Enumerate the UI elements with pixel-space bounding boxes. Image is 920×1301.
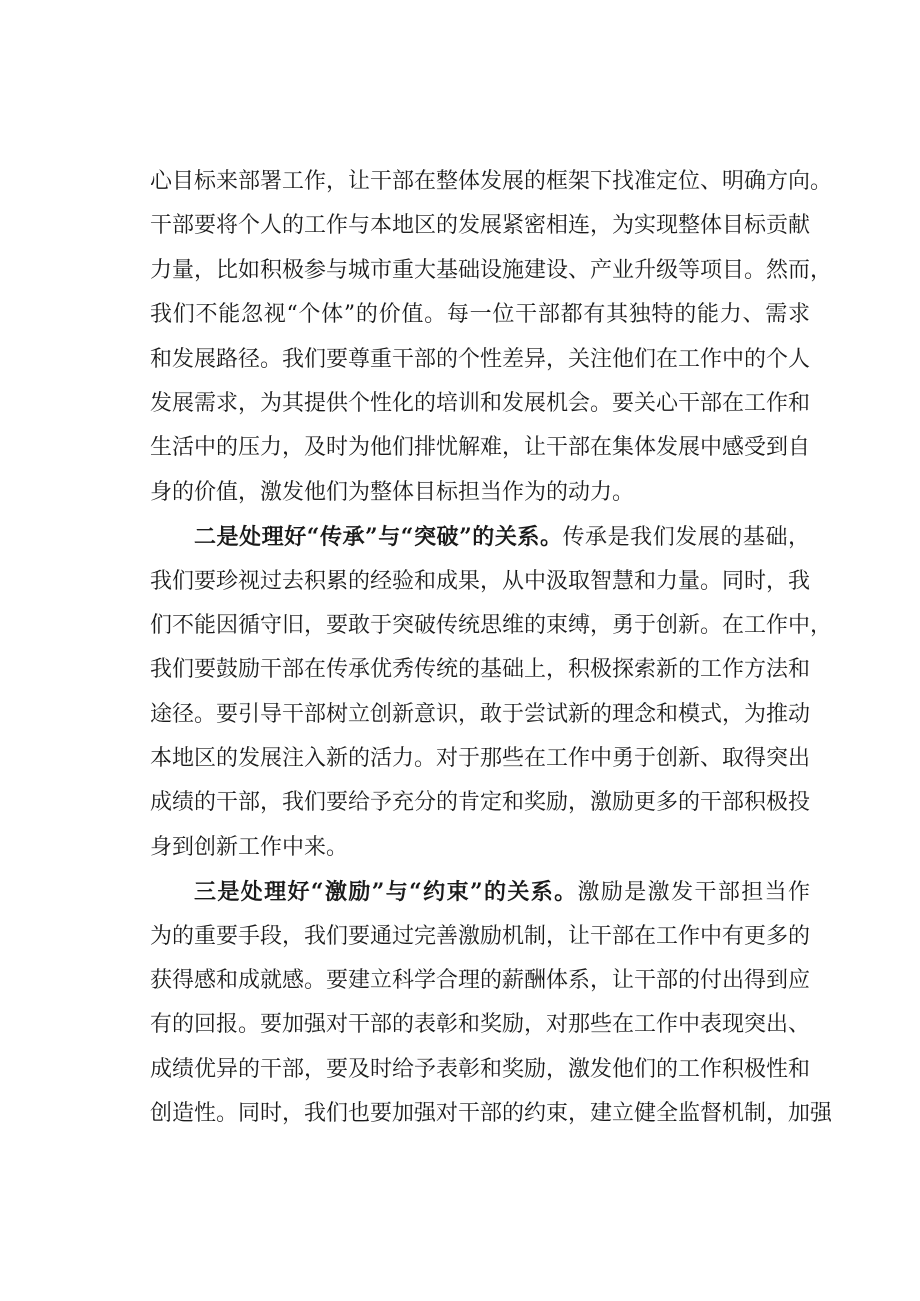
text-line: 心目标来部署工作，让干部在整体发展的框架下找准定位、明确方向。 xyxy=(150,169,833,194)
text-line: 成绩的干部，我们要给予充分的肯定和奖励，激励更多的干部积极投 xyxy=(150,790,811,816)
body-text xyxy=(150,160,833,1137)
text-line: 和发展路径。我们要尊重干部的个性差异，关注他们在工作中的个人 xyxy=(150,346,811,372)
section-heading: 二是处理好“传承”与“突破”的关系。 xyxy=(194,524,563,551)
text-line: 我们要鼓励干部在传承优秀传统的基础上，积极探索新的工作方法和 xyxy=(150,657,811,683)
paragraph-first-line xyxy=(150,515,810,559)
text-run: 传承是我们发展的基础， xyxy=(562,525,810,551)
section-heading: 三是处理好“激励”与“约束”的关系。 xyxy=(194,879,578,906)
text-line: 途径。要引导干部树立创新意识，敢于尝试新的理念和模式，为推动 xyxy=(150,701,811,727)
paragraph-2 xyxy=(150,515,833,870)
text-line: 身到创新工作中来。 xyxy=(150,834,349,860)
text-line: 干部要将个人的工作与本地区的发展紧密相连，为实现整体目标贡献 xyxy=(150,213,811,239)
paragraph-first-line xyxy=(150,870,810,914)
text-run: 激励是激发干部担当作 xyxy=(577,880,810,906)
text-line: 力量，比如积极参与城市重大基础设施建设、产业升级等项目。然而， xyxy=(150,257,833,283)
text-line: 创造性。同时，我们也要加强对干部的约束，建立健全监督机制，加强 xyxy=(150,1101,833,1127)
text-line: 我们要珍视过去积累的经验和成果，从中汲取智慧和力量。同时，我 xyxy=(150,568,811,594)
text-line: 有的回报。要加强对干部的表彰和奖励，对那些在工作中表现突出、 xyxy=(150,1012,811,1038)
text-line: 们不能因循守旧，要敢于突破传统思维的束缚，勇于创新。在工作中， xyxy=(150,612,833,638)
text-line: 身的价值，激发他们为整体目标担当作为的动力。 xyxy=(150,479,635,505)
text-line: 发展需求，为其提供个性化的培训和发展机会。要关心干部在工作和 xyxy=(150,390,811,416)
text-line: 生活中的压力，及时为他们排忧解难，让干部在集体发展中感受到自 xyxy=(150,435,811,461)
text-line: 获得感和成就感。要建立科学合理的薪酬体系，让干部的付出得到应 xyxy=(150,968,811,994)
paragraph-3 xyxy=(150,870,833,1136)
text-line: 我们不能忽视“个体”的价值。每一位干部都有其独特的能力、需求 xyxy=(150,302,810,328)
text-line: 成绩优异的干部，要及时给予表彰和奖励，激发他们的工作积极性和 xyxy=(150,1056,811,1082)
text-line: 为的重要手段，我们要通过完善激励机制，让干部在工作中有更多的 xyxy=(150,923,811,949)
text-line: 本地区的发展注入新的活力。对于那些在工作中勇于创新、取得突出 xyxy=(150,746,811,772)
paragraph-1 xyxy=(150,160,833,515)
